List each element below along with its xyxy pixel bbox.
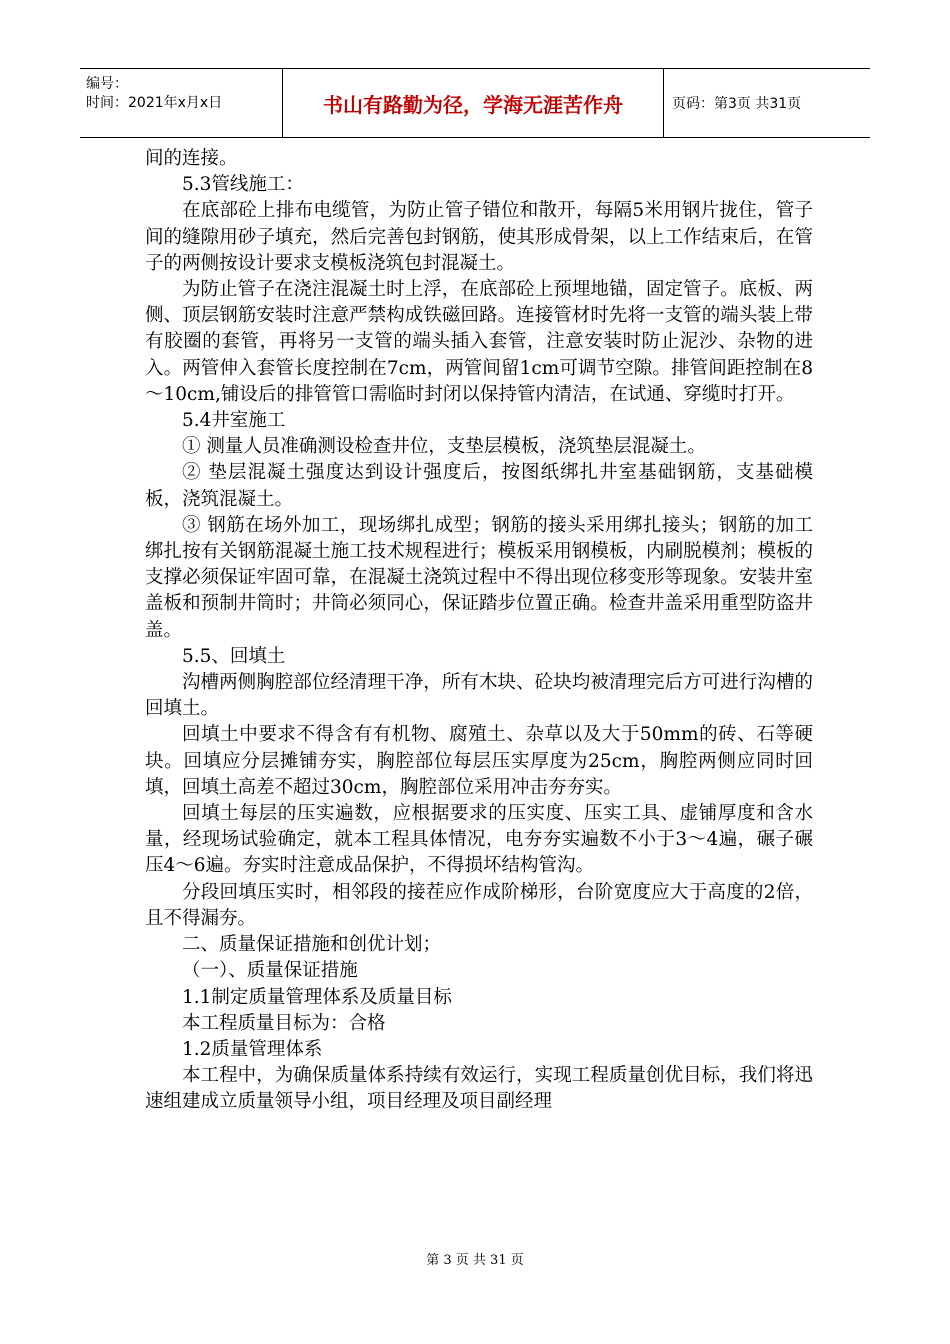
document-body (145, 146, 813, 1116)
header-meta (80, 69, 283, 137)
paragraph: 5.4井室施工 (182, 410, 286, 432)
paragraph: 在底部砼上排布电缆管，为防止管子错位和散开，每隔5米用钢片拢住，管子间的缝隙用砂子填充，然后完善包封钢筋，使其形成骨架，以上工作结束后，在管子的两侧按设计要求支模板浇筑包封混凝土。 (145, 200, 813, 274)
paragraph: ② 垫层混凝土强度达到设计强度后，按图纸绑扎井室基础钢筋，支基础模板，浇筑混凝土。 (145, 462, 813, 510)
code-label: 编号： (86, 76, 128, 92)
paragraph: 间的连接。 (145, 148, 238, 169)
time-label: 时间：2021年x月x日 (86, 95, 223, 111)
paragraph: 回填土中要求不得含有有机物、腐殖土、杂草以及大于50mm的砖、石等硬块。回填应分层摊铺夯实，胸腔部位每层压实厚度为25cm，胸腔两侧应同时回填，回填土高差不超过30cm，胸腔部位采用冲击夯夯实。 (145, 724, 813, 798)
paragraph: （一）、质量保证措施 (182, 960, 358, 982)
paragraph: 5.5、回填土 (182, 645, 286, 667)
paragraph: 为防止管子在浇注混凝土时上浮，在底部砼上预埋地锚，固定管子。底板、两侧、顶层钢筋安装时注意严禁构成铁磁回路。连接管材时先将一支管的端头装上带有胶圈的套管，再将另一支管的端头插入套管，注意安装时防止泥沙、杂物的进入。两管伸入套管长度控制在7cm，两管间留1cm可调节空隙。排管间距控制在8～10cm,铺设后的排管管口需临时封闭以保持管内清洁，在试通、穿缆时打开。 (145, 279, 813, 405)
header-page-info: 页码：第3页 共31页 (672, 96, 802, 112)
paragraph: 二、质量保证措施和创优计划； (182, 934, 442, 956)
paragraph: ③ 钢筋在场外加工，现场绑扎成型；钢筋的接头采用绑扎接头；钢筋的加工绑扎按有关钢筋混凝土施工技术规程进行；模板采用钢模板，内刷脱模剂；模板的支撑必须保证牢固可靠，在混凝土浇筑过程中不得出现位移变形等现象。安装井室盖板和预制井筒时；井筒必须同心，保证踏步位置正确。检查井盖采用重型防盗井盖。 (145, 514, 813, 641)
paragraph: 回填土每层的压实遍数，应根据要求的压实度、压实工具、虚铺厚度和含水量，经现场试验确定，就本工程具体情况，电夯夯实遍数不小于3～4遍，碾子碾压4～6遍。夯实时注意成品保护，不得损坏结构管沟。 (145, 803, 813, 877)
paragraph: 5.3管线施工： (182, 174, 304, 196)
paragraph: 沟槽两侧胸腔部位经清理干净，所有木块、砼块均被清理完后方可进行沟槽的回填土。 (145, 672, 813, 720)
page-footer: 第 3 页 共 31 页 (426, 1253, 524, 1268)
paragraph: 本工程质量目标为：合格 (182, 1012, 386, 1034)
header-motto: 书山有路勤为径，学海无涯苦作舟 (283, 69, 664, 137)
page-header (80, 68, 870, 138)
paragraph: 本工程中，为确保质量体系持续有效运行，实现工程质量创优目标，我们将迅速组建成立质量领导小组，项目经理及项目副经理 (145, 1065, 813, 1113)
paragraph: ① 测量人员准确测设检查井位，支垫层模板，浇筑垫层混凝土。 (182, 436, 706, 458)
paragraph: 1.2质量管理体系 (182, 1038, 323, 1060)
paragraph: 1.1制定质量管理体系及质量目标 (182, 986, 452, 1008)
paragraph: 分段回填压实时，相邻段的接茬应作成阶梯形，台阶宽度应大于高度的2倍，且不得漏夯。 (145, 881, 813, 929)
